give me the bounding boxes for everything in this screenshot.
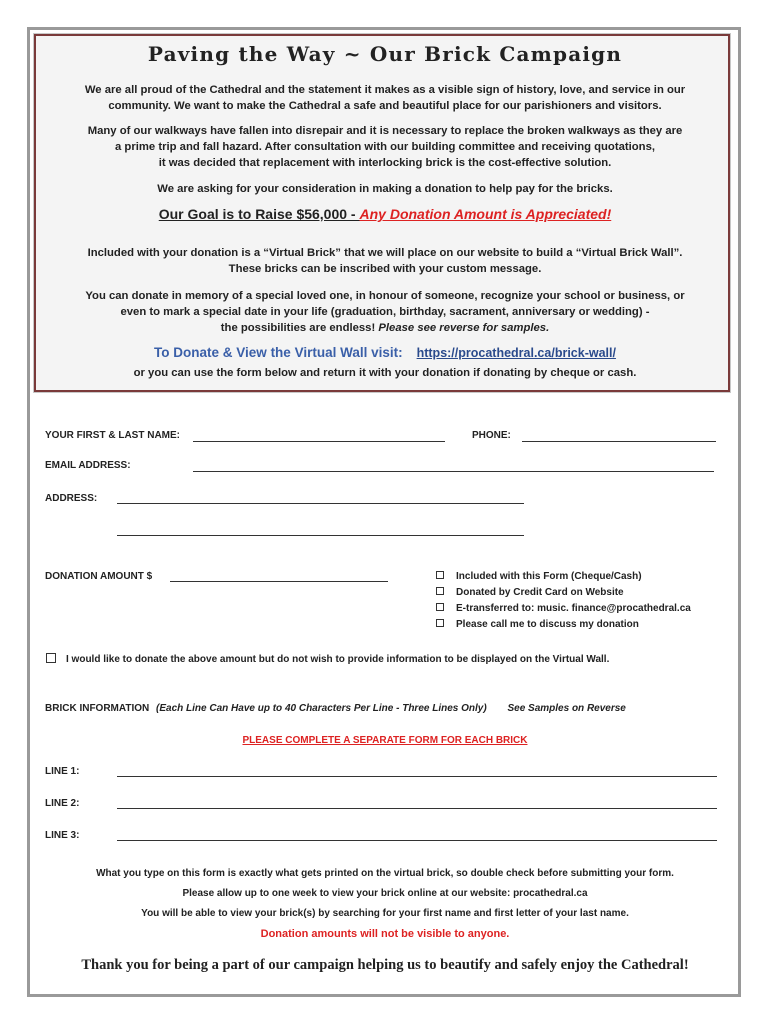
intro-text-line: Many of our walkways have fallen into disrepair and it is necessary to replace the broken walkways as they are (87, 125, 683, 137)
checkbox-icon[interactable] (436, 571, 444, 579)
brick-char-limit-note: (Each Line Can Have up to 40 Characters Per Line - Three Lines Only) (156, 703, 487, 714)
intro-text-line: even to mark a special date in your life (graduation, birthday, sacrament, anniversary or wedding) - (120, 306, 650, 318)
donation-amount-field[interactable] (170, 581, 388, 582)
phone-label: PHONE: (472, 430, 511, 441)
visit-label: To Donate & View the Virtual Wall visit: (154, 345, 403, 360)
brick-samples-note: See Samples on Reverse (507, 703, 626, 714)
payment-option-label: Please call me to discuss my donation (456, 619, 639, 630)
brick-line-2-field[interactable] (117, 808, 717, 809)
brick-line-2-label: LINE 2: (45, 798, 80, 809)
address-field-line-2[interactable] (117, 535, 524, 536)
name-field[interactable] (193, 441, 445, 442)
brick-information-heading (45, 703, 626, 714)
brick-line-1-field[interactable] (117, 776, 717, 777)
intro-text-line: community. We want to make the Cathedral a safe and beautiful place for our parishioners and visitors. (108, 100, 662, 112)
thank-you-message: Thank you for being a part of our campaign helping us to beautify and safely enjoy the Cathedral! (81, 957, 689, 973)
campaign-title: Paving the Way ~ Our Brick Campaign (147, 42, 623, 66)
payment-option-label: E-transferred to: music. finance@procathedral.ca (456, 603, 691, 614)
goal-amount: Our Goal is to Raise $56,000 - (158, 206, 360, 222)
footer-privacy-note: Donation amounts will not be visible to anyone. (260, 928, 510, 940)
goal-appeal: Any Donation Amount is Appreciated! (359, 206, 612, 222)
payment-option-label: Included with this Form (Cheque/Cash) (456, 571, 642, 582)
intro-paragraph-4 (44, 245, 726, 277)
intro-paragraph-5 (44, 288, 726, 336)
alternate-payment-note: or you can use the form below and return it with your donation if donating by cheque or cash. (133, 367, 637, 379)
brick-line-3-label: LINE 3: (45, 830, 80, 841)
donation-amount-label: DONATION AMOUNT $ (45, 571, 153, 582)
intro-text-line: You can donate in memory of a special loved one, in honour of someone, recognize your school or business, or (85, 290, 685, 302)
email-field[interactable] (193, 471, 714, 472)
email-label: EMAIL ADDRESS: (45, 460, 131, 471)
reverse-samples-note: Please see reverse for samples. (378, 322, 550, 334)
brick-line-1-label: LINE 1: (45, 766, 80, 777)
payment-option-credit-card[interactable] (436, 587, 624, 598)
separate-form-notice: PLEASE COMPLETE A SEPARATE FORM FOR EACH BRICK (242, 735, 528, 746)
payment-option-call[interactable] (436, 619, 639, 630)
brick-info-label: BRICK INFORMATION (45, 703, 150, 714)
possibilities-text: the possibilities are endless! (220, 322, 379, 334)
intro-paragraph-2 (44, 123, 726, 171)
intro-paragraph-1 (44, 82, 726, 114)
checkbox-icon[interactable] (46, 653, 56, 663)
footer-note-website: Please allow up to one week to view your brick online at our website: procathedral.ca (182, 888, 588, 899)
address-label: ADDRESS: (45, 493, 98, 504)
intro-text-line: Included with your donation is a “Virtual Brick” that we will place on our website to build a “Virtual Brick Wall”. (87, 247, 683, 259)
intro-text-line: it was decided that replacement with interlocking brick is the cost-effective solution. (158, 157, 612, 169)
checkbox-icon[interactable] (436, 603, 444, 611)
intro-text-line (44, 320, 726, 336)
payment-option-etransfer[interactable] (436, 603, 691, 614)
brick-line-3-field[interactable] (117, 840, 717, 841)
intro-text-line: a prime trip and fall hazard. After consultation with our building committee and receiving quotations, (115, 141, 655, 153)
address-field-line-1[interactable] (117, 503, 524, 504)
intro-paragraph-3: We are asking for your consideration in making a donation to help pay for the bricks. (157, 183, 613, 195)
intro-text-line: We are all proud of the Cathedral and the statement it makes as a visible sign of history, love, and service in our (84, 84, 686, 96)
intro-text-line: These bricks can be inscribed with your custom message. (228, 263, 542, 275)
name-label: YOUR FIRST & LAST NAME: (45, 430, 180, 441)
checkbox-icon[interactable] (436, 587, 444, 595)
phone-field[interactable] (522, 441, 716, 442)
anonymous-donation-option[interactable] (46, 654, 609, 665)
checkbox-icon[interactable] (436, 619, 444, 627)
payment-option-cheque[interactable] (436, 571, 642, 582)
brick-wall-link[interactable]: https://procathedral.ca/brick-wall/ (416, 346, 616, 360)
visit-line (44, 345, 726, 360)
payment-option-label: Donated by Credit Card on Website (456, 587, 624, 598)
footer-note-search: You will be able to view your brick(s) by searching for your first name and first letter of your last name. (141, 908, 629, 919)
footer-note-print: What you type on this form is exactly what gets printed on the virtual brick, so double check before submitting your form. (96, 868, 674, 879)
goal-statement (44, 206, 726, 222)
anonymous-donation-label: I would like to donate the above amount but do not wish to provide information to be displayed on the Virtual Wall. (66, 654, 610, 665)
